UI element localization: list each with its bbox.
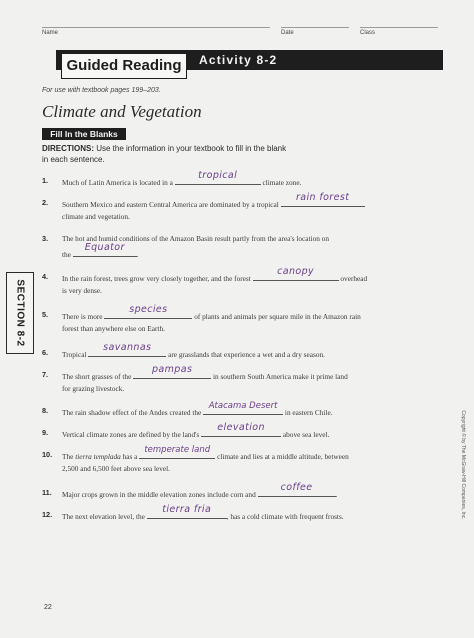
answer-blank[interactable] (88, 342, 166, 357)
question-text: is very dense. (62, 286, 102, 295)
class-label: Class (360, 30, 376, 36)
answer-blank[interactable] (281, 192, 365, 207)
question-text: The hot and humid conditions of the Amazon Basin result partly from the area's location on (62, 234, 329, 243)
question-number: 11. (42, 488, 52, 497)
question-text: the (62, 250, 71, 259)
handwritten-answer: rain forest (295, 192, 350, 203)
question-text: climate and lies at a middle altitude, between (217, 452, 349, 461)
question-text: climate and vegetation. (62, 212, 130, 221)
question-text: . (136, 250, 139, 259)
question-text: 2,500 and 6,500 feet above sea level. (62, 464, 170, 473)
question-text: overhead (340, 274, 368, 283)
answer-blank[interactable] (253, 266, 339, 281)
question-text: Southern Mexico and eastern Central America are dominated by a tropical (62, 200, 279, 209)
copyright-notice: Copyright © by The McGraw-Hill Companies, Inc. (460, 410, 466, 520)
question-number: 5. (42, 310, 49, 319)
question-text: has a (122, 452, 138, 461)
question-text: In the rain forest, trees grow very closely together, and the forest (62, 274, 251, 283)
question-number: 1. (42, 176, 49, 185)
question-text: for grazing livestock. (62, 384, 125, 393)
handwritten-answer: species (129, 304, 168, 315)
page-number: 22 (44, 604, 52, 611)
activity-label: Activity 8-2 (199, 53, 278, 67)
question-text: , has a cold climate with frequent frosts. (226, 512, 344, 521)
handwritten-answer: savannas (103, 342, 152, 353)
section-tab (6, 272, 34, 354)
question-text-italic: tierra templada (75, 452, 121, 461)
directions-label: DIRECTIONS: (42, 144, 94, 153)
question-number: 9. (42, 428, 49, 437)
question-number: 7. (42, 370, 49, 379)
question-number: 2. (42, 198, 49, 207)
question-text: The (62, 452, 74, 461)
handwritten-answer: tropical (198, 170, 238, 181)
section-tab-label: SECTION 8-2 (14, 279, 26, 347)
question-text: The rain shadow effect of the Andes created the (62, 408, 202, 417)
question-text: Major crops grown in the middle elevation zones include corn and (62, 490, 256, 499)
guided-reading-label: Guided Reading (61, 53, 187, 79)
answer-blank[interactable] (139, 445, 215, 459)
handwritten-answer: elevation (217, 422, 265, 433)
handwritten-answer: coffee (280, 482, 313, 493)
class-line (360, 27, 438, 28)
answer-blank[interactable] (133, 364, 211, 379)
handwritten-answer: temperate land (144, 445, 211, 455)
question-number: 3. (42, 234, 49, 243)
answer-blank[interactable] (258, 482, 336, 497)
question-text: Vertical climate zones are defined by the land's (62, 430, 200, 439)
answer-blank[interactable] (147, 504, 227, 519)
question-text: The short grasses of the (62, 372, 132, 381)
question-text: in eastern Chile. (284, 408, 333, 417)
question-text: in southern South America make it prime land (212, 372, 348, 381)
handwritten-answer: canopy (277, 266, 315, 277)
question-text: are grasslands that experience a wet and a dry season. (168, 350, 325, 359)
answer-blank[interactable] (175, 170, 261, 185)
handwritten-answer: Equator (84, 242, 125, 253)
question-number: 6. (42, 348, 49, 357)
question-number: 8. (42, 406, 49, 415)
handwritten-answer: tierra fria (162, 504, 212, 515)
question-text: There is more (62, 312, 103, 321)
answer-blank[interactable] (73, 242, 137, 257)
question-text: of plants and animals per square mile in the Amazon rain (194, 312, 361, 321)
handwritten-answer: pampas (151, 364, 193, 375)
question-number: 12. (42, 510, 53, 519)
directions-text-2: in each sentence. (42, 155, 105, 164)
question-text: forest than anywhere else on Earth. (62, 324, 165, 333)
question-text: . (335, 490, 338, 499)
question-number: 10. (42, 450, 53, 459)
question-text: above sea level. (282, 430, 330, 439)
answer-blank[interactable] (201, 422, 281, 437)
date-line (281, 27, 349, 28)
page-title: Climate and Vegetation (42, 102, 202, 121)
name-label: Name (42, 30, 59, 36)
date-label: Date (281, 30, 294, 36)
question-text: climate zone. (262, 178, 302, 187)
question-text: The next elevation level, the (62, 512, 145, 521)
handwritten-answer: Atacama Desert (208, 401, 278, 411)
directions (42, 143, 362, 165)
question-number: 4. (42, 272, 49, 281)
question-text: Tropical (62, 350, 87, 359)
fill-in-blanks-label: Fill In the Blanks (42, 128, 126, 140)
directions-text-1: Use the information in your textbook to fill in the blank (96, 144, 287, 153)
textbook-pages-note: For use with textbook pages 199–203. (42, 87, 161, 94)
question-text: Much of Latin America is located in a (62, 178, 173, 187)
answer-blank[interactable] (104, 304, 192, 319)
answer-blank[interactable] (203, 401, 283, 415)
name-line (42, 27, 270, 28)
